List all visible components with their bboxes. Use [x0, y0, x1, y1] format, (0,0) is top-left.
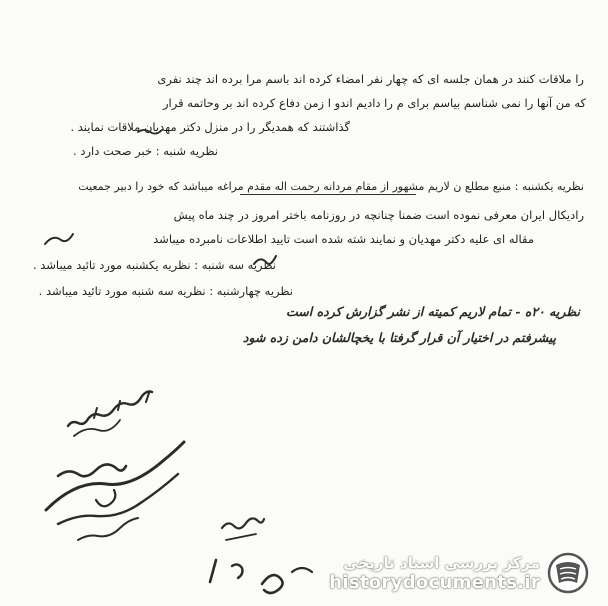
text-line-6: رادیکال ایران معرفی نموده است ضمنا چنانچه در روزنامه باختر امروز در چند ماه پیش	[173, 208, 584, 222]
watermark-url: historydocuments.ir	[329, 571, 540, 593]
text-line-4: نظریه شنبه : خبر صحت دارد .	[73, 144, 218, 158]
text-line-5: نظریه یکشنبه : منبع مطلع ن لاریم مشهور از مقام مردانه رحمت اله مقدم مراغه میباشد که خود را دبیر جمعیت	[78, 180, 584, 193]
watermark-title: مرکز بررسی اسناد تاریخی	[343, 553, 540, 572]
text-line-2: که من آنها را نمی شناسم بیاسم برای م را دادیم اندو ا زمن دفاع کرده اند بر وحاتمه قرار	[162, 96, 586, 110]
text-line-8: نظریه سه شنبه : نظریه یکشنبه مورد تائید میباشد .	[32, 258, 276, 272]
text-line-1: را ملاقات کنند در همان جلسه ای که چهار نفر امضاء کرده اند باسم مرا برده اند چند نفری	[157, 72, 584, 86]
archive-watermark	[318, 548, 590, 598]
text-line-9: نظریه چهارشنبه : نظریه سه شنبه مورد تائید میباشد .	[38, 284, 293, 298]
handwritten-note-2: پیشرفتم در اختیار آن قرار گرفتا با یخچالشان دامن زده شود	[242, 330, 556, 345]
handwritten-note-1: نظریه ۲۰ه - تمام لاریم کمیته از نشر گزارش کرده است	[286, 304, 580, 319]
text-line-7: مقاله ای علیه دکتر مهدیان و نمایند شته شده است تایید اطلاعات نامبرده میباشد	[153, 232, 534, 246]
text-line-3: گذاشتند که همدیگر را در منزل دکتر مهدیان ملاقات نمایند .	[70, 120, 350, 134]
archive-logo-icon	[546, 551, 590, 595]
